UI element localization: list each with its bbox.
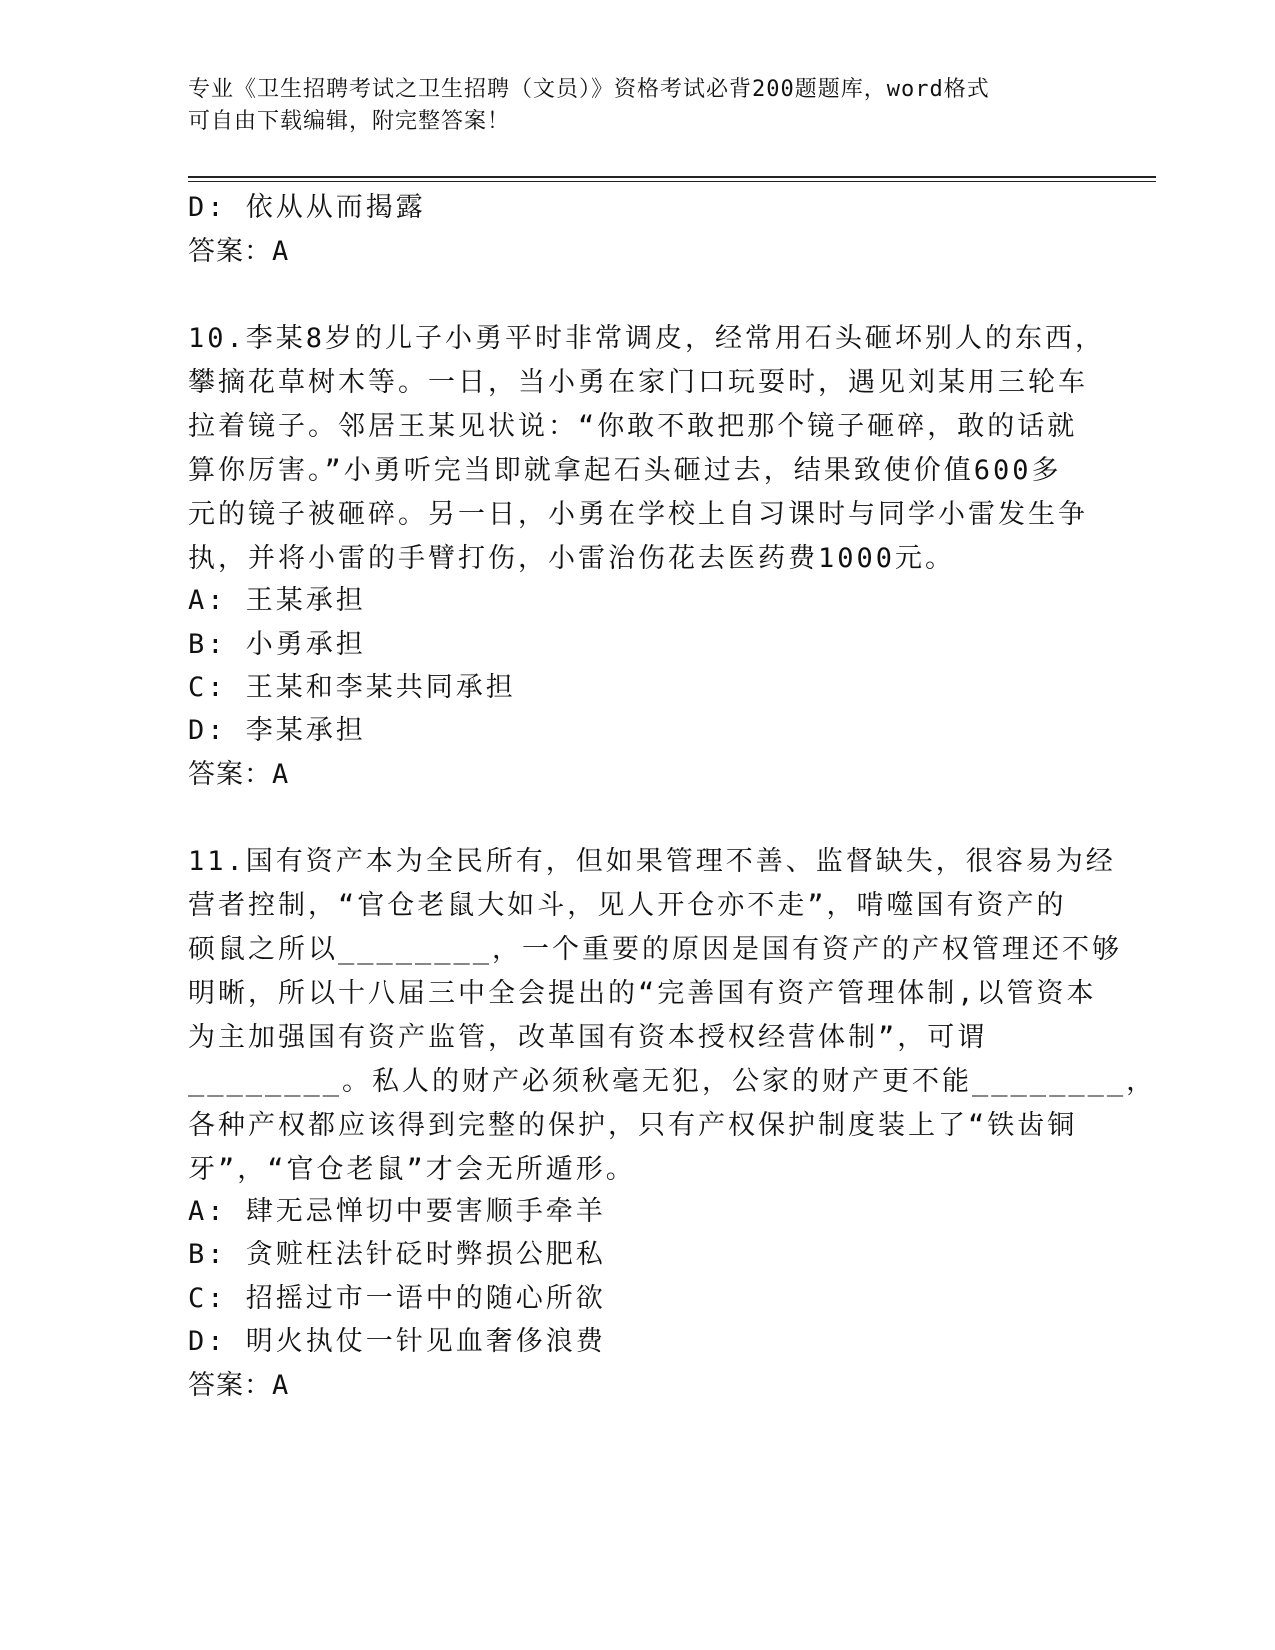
q11-text-line: ________。私人的财产必须秋毫无犯，公家的财产更不能________， [188,1066,1157,1097]
q10-text-line: 攀摘花草树木等。一日，当小勇在家门口玩耍时，遇见刘某用三轮车 [188,367,1088,398]
q11-text-line: 明晰，所以十八届三中全会提出的“完善国有资产管理体制,以管资本 [188,978,1097,1009]
q10-option-b: B: 小勇承担 [188,629,366,660]
q10-option-d: D: 李某承担 [188,715,366,746]
q10-text-line: 算你厉害。”小勇听完当即就拿起石头砸过去，结果致使价值600多 [188,455,1062,486]
q10-text-line: 执，并将小雷的手臂打伤，小雷治伤花去医药费1000元。 [188,543,956,574]
q11-answer: 答案：A [188,1370,290,1401]
q11-text-line: 各种产权都应该得到完整的保护，只有产权保护制度装上了“铁齿铜 [188,1110,1078,1141]
header-line-2: 可自由下载编辑，附完整答案！ [188,109,511,134]
q10-text-line: 10.李某8岁的儿子小勇平时非常调皮，经常用石头砸坏别人的东西， [188,323,1106,354]
q11-option-b: B: 贪赃枉法针砭时弊损公肥私 [188,1239,606,1270]
q11-text-line: 硕鼠之所以________，一个重要的原因是国有资产的产权管理还不够 [188,934,1123,965]
header-divider-thin [188,181,1156,182]
q10-text-line: 元的镜子被砸碎。另一日，小勇在学校上自习课时与同学小雷发生争 [188,499,1088,530]
q10-option-a: A: 王某承担 [188,585,366,616]
q11-option-a: A: 肆无忌惮切中要害顺手牵羊 [188,1196,606,1227]
q11-text-line: 营者控制，“官仓老鼠大如斗，见人开仓亦不走”，啃噬国有资产的 [188,890,1067,921]
header-divider-thick [188,176,1156,178]
header-line-1: 专业《卫生招聘考试之卫生招聘（文员）》资格考试必背200题题库，word格式 [188,77,990,102]
q10-option-c: C: 王某和李某共同承担 [188,672,516,703]
q10-answer: 答案：A [188,759,290,790]
q11-text-line: 11.国有资产本为全民所有，但如果管理不善、监督缺失，很容易为经 [188,846,1116,877]
q11-text-line: 牙”，“官仓老鼠”才会无所遁形。 [188,1154,636,1185]
q11-option-d: D: 明火执仗一针见血奢侈浪费 [188,1326,606,1357]
q11-text-line: 为主加强国有资产监管，改革国有资本授权经营体制”，可谓 [188,1022,988,1053]
q10-text-line: 拉着镜子。邻居王某见状说：“你敢不敢把那个镜子砸碎，敢的话就 [188,411,1078,442]
prev-answer: 答案：A [188,236,290,267]
prev-option-d: D: 依从从而揭露 [188,192,426,223]
page-header [188,74,1068,138]
q11-option-c: C: 招摇过市一语中的随心所欲 [188,1283,606,1314]
